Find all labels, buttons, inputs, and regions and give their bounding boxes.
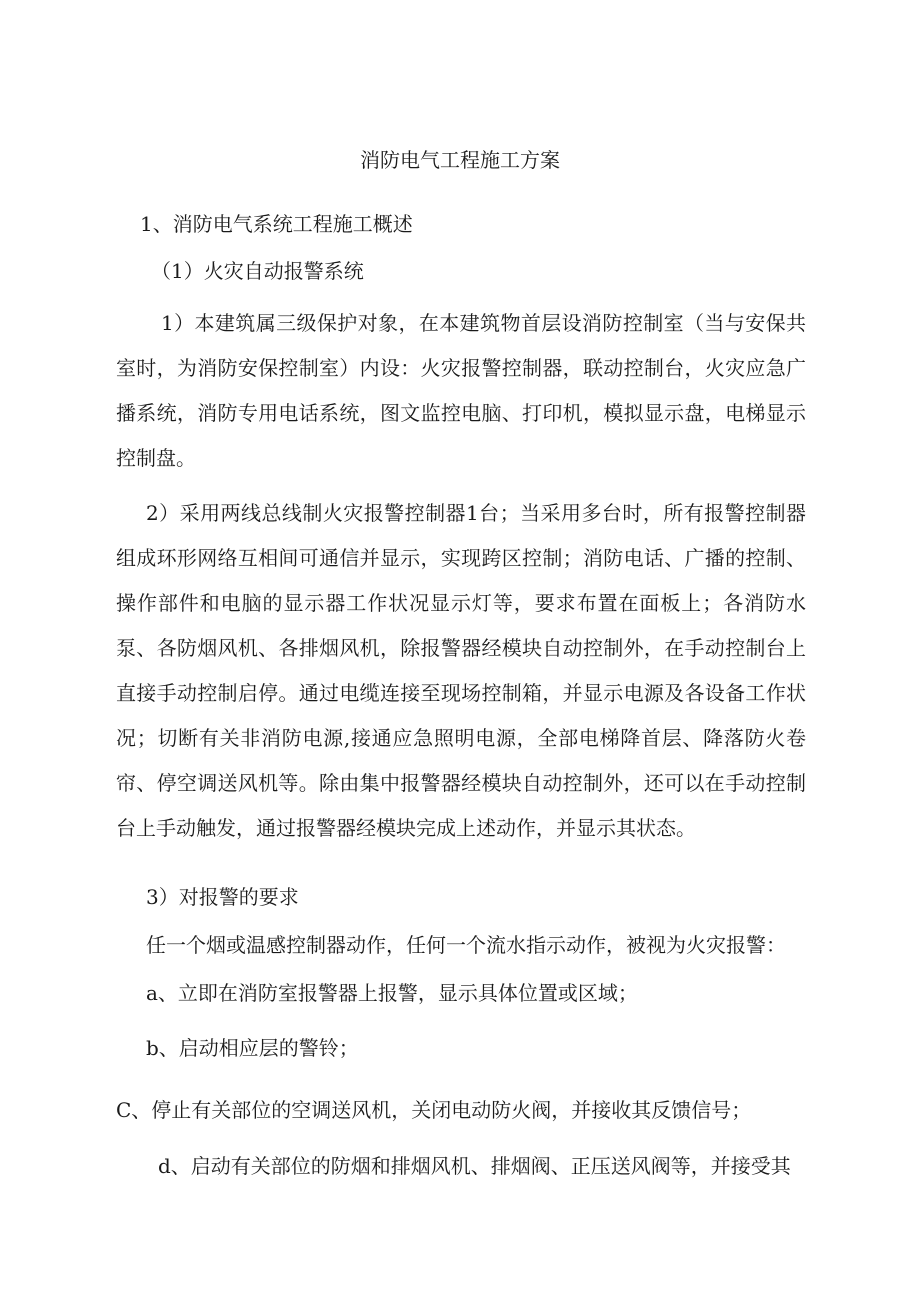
list-item-c: C、停止有关部位的空调送风机，关闭电动防火阀，并接收其反馈信号； [116,1098,752,1122]
paragraph-2: 2）采用两线总线制火灾报警控制器1台；当采用多台时，所有报警控制器组成环形网络互相间可通信并显示，实现跨区控制；消防电话、广播的控制、操作部件和电脑的显示器工作状况显示灯等，要求布置在面板上；各消防水泵、各防烟风机、各排烟风机，除报警器经模块自动控制外，在手动控制台上直接手动控制启停。通过电缆连接至现场控制箱，并显示电源及各设备工作状况；切断有关非消防电源,接通应急照明电源，全部电梯降首层、降落防火卷帘、停空调送风机等。除由集中报警器经模块自动控制外，还可以在手动控制台上手动触发，通过报警器经模块完成上述动作，并显示其状态。 [116,501,806,840]
subsection-heading: （1）火灾自动报警系统 [151,259,364,283]
section-heading: 1、消防电气系统工程施工概述 [140,212,413,236]
paragraph-1: 1）本建筑属三级保护对象，在本建筑物首层设消防控制室（当与安保共室时，为消防安保控制室）内设：火灾报警控制器，联动控制台，火灾应急广播系统，消防专用电话系统，图文监控电脑、打印机，模拟显示盘，电梯显示控制盘。 [116,311,806,470]
item-3-heading: 3）对报警的要求 [146,885,299,909]
list-item-d: d、启动有关部位的防烟和排烟风机、排烟阀、正压送风阀等，并接受其 [158,1154,791,1178]
list-item-a: a、立即在消防室报警器上报警，显示具体位置或区域； [146,981,638,1005]
alarm-intro: 任一个烟或温感控制器动作，任何一个流水指示动作，被视为火灾报警： [146,933,786,957]
list-item-b: b、启动相应层的警铃； [146,1036,359,1060]
document-title: 消防电气工程施工方案 [360,148,560,172]
